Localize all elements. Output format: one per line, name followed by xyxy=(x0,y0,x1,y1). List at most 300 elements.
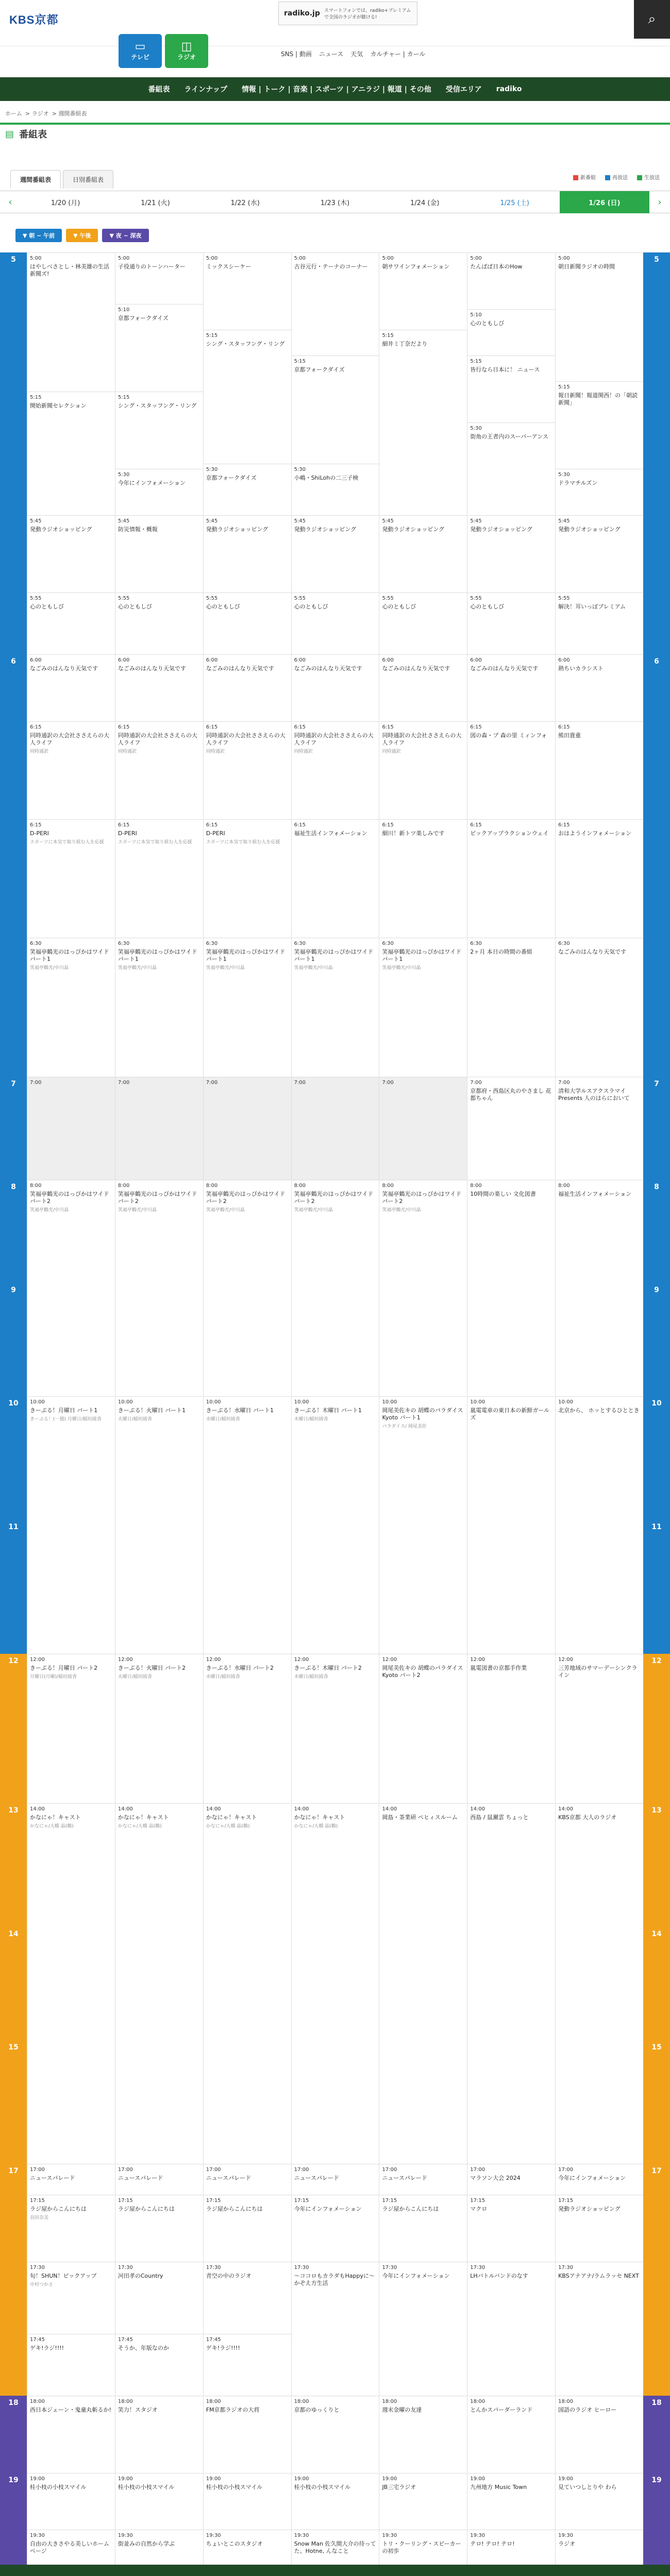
program-title: ニュースパレード xyxy=(118,2175,163,2181)
program-title: 笑福亭鶴光のはっぴかはワイド パート1 xyxy=(294,948,374,962)
program-cell[interactable] xyxy=(27,1654,115,1803)
program-cell[interactable] xyxy=(27,819,115,938)
program-title: 心のともしび xyxy=(382,603,416,610)
program-desc: 同時通訳 xyxy=(294,749,313,754)
program-cell[interactable] xyxy=(467,1654,555,1803)
date-mon[interactable]: 1/20 (月) xyxy=(51,199,80,207)
program-cell[interactable] xyxy=(204,1396,291,1654)
date-sun[interactable]: 1/26 (日) xyxy=(560,191,649,213)
program-title: 今年にインフォメーション xyxy=(382,2273,450,2279)
program-time: 5:30 xyxy=(206,467,218,472)
program-desc: 木曜日/稲垣綾香 xyxy=(294,1417,328,1422)
program-cell[interactable] xyxy=(292,2262,379,2396)
program-cell[interactable] xyxy=(27,1396,115,1654)
program-title: 九州地方 Music Town xyxy=(470,2484,527,2490)
program-cell[interactable] xyxy=(204,592,291,654)
program-cell[interactable] xyxy=(27,2164,115,2195)
day-column xyxy=(203,252,291,2576)
program-cell[interactable] xyxy=(467,2262,555,2396)
program-cell[interactable] xyxy=(467,938,555,1077)
nav-sns[interactable]: SNS | 動画 xyxy=(281,50,312,58)
program-cell[interactable] xyxy=(379,1396,467,1654)
top-bar xyxy=(0,0,670,61)
program-title: Snow Man 佐久間大介の待ってた、Hotne, んなこと xyxy=(294,2540,376,2554)
program-cell[interactable] xyxy=(379,515,467,592)
program-desc: 水曜日/稲垣綾香 xyxy=(206,1674,240,1680)
legend-new-label: 新番組 xyxy=(580,175,596,181)
program-time: 7:00 xyxy=(206,1080,218,1086)
program-cell[interactable] xyxy=(27,654,115,721)
program-cell[interactable] xyxy=(556,819,643,938)
program-time: 19:30 xyxy=(30,2533,45,2538)
program-title: 岡尾美佐キの 胡蝶のパラダイス Kyoto パート1 xyxy=(382,1407,463,1421)
program-cell[interactable] xyxy=(379,592,467,654)
program-cell[interactable] xyxy=(292,721,379,819)
program-cell[interactable] xyxy=(27,392,115,515)
program-time: 18:00 xyxy=(470,2399,485,2404)
hour-label: 17 xyxy=(643,2164,670,2396)
program-time: 19:00 xyxy=(470,2476,485,2482)
program-cell[interactable] xyxy=(27,1803,115,2164)
program-title: 同時通訳の大会社ささえらの大人ライフ xyxy=(294,732,374,746)
program-time: 5:55 xyxy=(382,596,394,601)
legend-rerun xyxy=(605,173,628,181)
date-wed[interactable]: 1/22 (水) xyxy=(230,199,260,207)
program-cell[interactable] xyxy=(204,1077,291,1180)
program-cell[interactable] xyxy=(27,2262,115,2334)
program-cell[interactable] xyxy=(556,2164,643,2195)
program-time: 12:00 xyxy=(558,1657,573,1663)
program-title: 福祉生活インフォメーション xyxy=(294,830,367,837)
program-time: 6:15 xyxy=(558,822,570,828)
program-cell[interactable] xyxy=(27,515,115,592)
program-cell[interactable] xyxy=(292,2396,379,2473)
program-cell[interactable] xyxy=(292,2195,379,2262)
program-time: 8:00 xyxy=(206,1183,218,1189)
program-title: 笑福亭鶴光のはっぴかはワイド パート1 xyxy=(30,948,109,962)
program-time: 19:00 xyxy=(558,2476,573,2482)
program-cell[interactable] xyxy=(292,1396,379,1654)
nav-reception-area[interactable]: 受信エリア xyxy=(445,86,482,94)
program-title: 岡尾美佐キの 胡蝶のパラダイス Kyoto パート2 xyxy=(382,1665,463,1679)
program-title: 街角の王者内のスーパーアンス xyxy=(470,433,548,440)
next-week-arrow-icon[interactable]: › xyxy=(658,196,662,208)
program-cell[interactable] xyxy=(379,938,467,1077)
nav-news[interactable]: ニュース xyxy=(319,50,344,58)
program-cell[interactable] xyxy=(556,2473,643,2530)
program-cell[interactable] xyxy=(556,1396,643,1654)
program-title: 皆行なら日本に！ ニュース xyxy=(470,366,540,373)
program-cell[interactable] xyxy=(556,2262,643,2396)
program-time: 17:30 xyxy=(382,2265,397,2270)
program-cell[interactable] xyxy=(115,1077,203,1180)
program-title: 自由の大きさやる美しいホームページ xyxy=(30,2540,109,2554)
program-time: 5:55 xyxy=(558,596,570,601)
program-cell[interactable] xyxy=(292,938,379,1077)
breadcrumb-home[interactable]: ホーム xyxy=(5,110,22,117)
program-cell[interactable] xyxy=(556,469,643,515)
program-cell[interactable] xyxy=(467,1077,555,1180)
date-sat[interactable]: 1/25 (土) xyxy=(500,199,529,207)
program-time: 6:15 xyxy=(294,724,306,730)
program-time: 5:55 xyxy=(30,596,42,601)
program-cell[interactable] xyxy=(292,592,379,654)
program-time: 6:00 xyxy=(558,657,570,663)
program-time: 19:00 xyxy=(382,2476,397,2482)
program-title: 清和大学ルスアクスラマイ Presents 人のはらにおいて xyxy=(558,1088,630,1101)
hour-label: 6 xyxy=(0,654,27,1077)
program-cell[interactable] xyxy=(115,819,203,938)
program-title: そうか、年版なのか xyxy=(118,2345,169,2351)
program-cell[interactable] xyxy=(115,304,203,392)
program-time: 18:00 xyxy=(558,2399,573,2404)
program-time: 12:00 xyxy=(470,1657,485,1663)
program-time: 5:30 xyxy=(558,472,570,478)
program-title: ラジ屋からこんにちは xyxy=(30,2206,87,2212)
program-cell[interactable] xyxy=(204,2195,291,2262)
program-cell[interactable] xyxy=(292,1654,379,1803)
program-cell[interactable] xyxy=(292,464,379,515)
hour-label: 8 xyxy=(643,1180,670,1283)
program-cell[interactable] xyxy=(292,654,379,721)
program-cell[interactable] xyxy=(115,1803,203,2164)
legend-live-swatch xyxy=(637,175,642,180)
program-cell[interactable] xyxy=(115,1180,203,1396)
tab-tv[interactable] xyxy=(119,34,162,68)
program-cell[interactable] xyxy=(292,819,379,938)
program-title: 心のともしび xyxy=(294,603,328,610)
program-title: 笑福亭鶴光のはっぴかはワイド パート1 xyxy=(118,948,197,962)
program-cell[interactable] xyxy=(556,1077,643,1180)
program-title: ドラマチルズン xyxy=(558,480,598,486)
program-cell[interactable] xyxy=(115,392,203,469)
site-logo[interactable]: KBS京都 xyxy=(9,13,59,26)
program-cell[interactable] xyxy=(292,1803,379,2164)
program-cell[interactable] xyxy=(115,2164,203,2195)
program-cell[interactable] xyxy=(467,819,555,938)
program-title: なごみのはんなり天気です xyxy=(118,665,186,672)
nav-program-table[interactable]: 番組表 xyxy=(148,86,170,94)
program-cell[interactable] xyxy=(467,309,555,355)
program-desc: パラダイス/ 岡尾美佐 xyxy=(382,1424,427,1429)
hour-label: 14 xyxy=(0,1927,27,2040)
program-cell[interactable] xyxy=(27,252,115,392)
program-cell[interactable] xyxy=(379,252,467,330)
program-cell[interactable] xyxy=(115,252,203,304)
program-cell[interactable] xyxy=(379,1180,467,1396)
program-title: きーぷる！木曜日 パート1 xyxy=(294,1407,362,1414)
program-time: 14:00 xyxy=(382,1806,397,1812)
program-title: ニュースパレード xyxy=(206,2175,252,2181)
program-cell[interactable] xyxy=(27,2334,115,2396)
program-desc: 同時通訳 xyxy=(30,749,49,754)
program-cell[interactable] xyxy=(467,2396,555,2473)
radio-icon: ◫ xyxy=(181,40,192,53)
program-title: 今年にインフォメーション xyxy=(118,480,186,486)
program-cell[interactable] xyxy=(379,654,467,721)
program-time: 6:15 xyxy=(118,724,130,730)
radiko-banner[interactable] xyxy=(278,2,417,25)
program-desc: きーぷる！(一週) 月曜日/稲垣綾香 xyxy=(30,1417,102,1422)
tab-radio[interactable] xyxy=(165,34,208,68)
program-cell[interactable] xyxy=(379,330,467,515)
program-cell[interactable] xyxy=(115,938,203,1077)
program-title: ちょいとこのスタジオ xyxy=(206,2540,263,2547)
tab-weekly[interactable]: 週間番組表 xyxy=(10,170,61,189)
program-title: 発動ラジオショッピング xyxy=(30,526,92,533)
program-cell[interactable] xyxy=(467,654,555,721)
program-cell[interactable] xyxy=(115,2262,203,2334)
program-cell[interactable] xyxy=(115,721,203,819)
program-title: JB三宅ラジオ xyxy=(382,2484,416,2490)
program-title: KBS京都 大人のラジオ xyxy=(558,1814,617,1821)
program-cell[interactable] xyxy=(204,1654,291,1803)
program-desc: 笑福亭鶴光/中川晶 xyxy=(30,1208,69,1213)
program-cell[interactable] xyxy=(27,938,115,1077)
program-title: おはようインフォメーション xyxy=(558,830,632,837)
program-title: ニュースパレード xyxy=(294,2175,340,2181)
program-cell[interactable] xyxy=(27,1077,115,1180)
program-cell[interactable] xyxy=(467,721,555,819)
program-time: 6:30 xyxy=(558,941,570,946)
radio-title-icon: ▤ xyxy=(5,128,14,140)
program-cell[interactable] xyxy=(115,2334,203,2396)
program-time: 17:15 xyxy=(30,2198,45,2204)
program-time: 17:00 xyxy=(206,2167,221,2173)
program-cell[interactable] xyxy=(115,2195,203,2262)
program-cell[interactable] xyxy=(379,2262,467,2396)
program-cell[interactable] xyxy=(556,515,643,592)
program-cell[interactable] xyxy=(204,1180,291,1396)
program-title: 笑福亭鶴光のはっぴかはワイド パート2 xyxy=(30,1191,109,1205)
program-cell[interactable] xyxy=(467,1180,555,1396)
nav-weather[interactable]: 天気 xyxy=(350,50,363,58)
program-cell[interactable] xyxy=(204,2396,291,2473)
program-cell[interactable] xyxy=(379,819,467,938)
program-title: 同時通訳の大会社ささえらの大人ライフ xyxy=(382,732,462,746)
program-cell[interactable] xyxy=(379,721,467,819)
program-cell[interactable] xyxy=(115,654,203,721)
program-cell[interactable] xyxy=(556,252,643,381)
program-desc: 笑福亭鶴光/中川晶 xyxy=(118,1208,157,1213)
program-cell[interactable] xyxy=(115,2473,203,2530)
program-time: 18:00 xyxy=(294,2399,309,2404)
program-cell[interactable] xyxy=(556,1180,643,1396)
program-cell[interactable] xyxy=(115,1654,203,1803)
program-cell[interactable] xyxy=(115,1396,203,1654)
program-cell[interactable] xyxy=(292,1180,379,1396)
program-cell[interactable] xyxy=(204,1803,291,2164)
hour-column-right xyxy=(643,252,670,2576)
program-title: 笑力！スタジオ xyxy=(118,2406,158,2413)
program-cell[interactable] xyxy=(204,938,291,1077)
program-cell[interactable] xyxy=(204,2334,291,2396)
program-cell[interactable] xyxy=(204,515,291,592)
date-thu[interactable]: 1/23 (木) xyxy=(320,199,350,207)
nav-genres[interactable]: 情報 | トーク | 音楽 | スポーツ | アニラジ | 報道 | その他 xyxy=(241,86,431,94)
program-cell[interactable] xyxy=(115,469,203,515)
program-cell[interactable] xyxy=(292,1077,379,1180)
program-cell[interactable] xyxy=(379,2473,467,2530)
program-title: 熊田貴重 xyxy=(558,732,581,739)
program-cell[interactable] xyxy=(115,2396,203,2473)
program-desc: 火曜日/稲垣綾香 xyxy=(118,1417,152,1422)
program-cell[interactable] xyxy=(292,515,379,592)
jump-night[interactable]: ▼ 夜 ~ 深夜 xyxy=(102,229,148,242)
program-cell[interactable] xyxy=(204,654,291,721)
program-cell[interactable] xyxy=(204,2262,291,2334)
program-title: ミックスシーケー xyxy=(206,263,252,270)
program-cell[interactable] xyxy=(27,2396,115,2473)
program-title: ピックアップラクションウェイ xyxy=(470,830,549,837)
program-cell[interactable] xyxy=(467,1803,555,2164)
program-title: 北京から、 ホッとするひととき xyxy=(558,1407,640,1414)
program-cell[interactable] xyxy=(27,2195,115,2262)
hour-label: 11 xyxy=(0,1520,27,1654)
program-cell[interactable] xyxy=(379,1654,467,1803)
program-cell[interactable] xyxy=(379,1803,467,2164)
program-title: ラジ屋からこんにちは xyxy=(118,2206,175,2212)
program-time: 5:55 xyxy=(294,596,306,601)
program-title: 京都フォークダイズ xyxy=(294,366,345,373)
program-time: 5:15 xyxy=(30,395,42,400)
program-time: 6:15 xyxy=(30,822,42,828)
program-cell[interactable] xyxy=(467,1396,555,1654)
program-title: かなにゃ！キャスト xyxy=(118,1814,169,1821)
program-cell[interactable] xyxy=(467,252,555,309)
program-cell[interactable] xyxy=(467,592,555,654)
nav-radiko[interactable]: radiko xyxy=(496,85,522,93)
program-cell[interactable] xyxy=(556,1654,643,1803)
program-time: 19:30 xyxy=(294,2533,309,2538)
program-title: 朝日新聞ラジオの時間 xyxy=(558,263,615,270)
program-cell[interactable] xyxy=(556,938,643,1077)
program-title: 古谷元行・テーナのコーナー xyxy=(294,263,368,270)
hour-label: 7 xyxy=(0,1077,27,1180)
program-cell[interactable] xyxy=(556,1803,643,2164)
program-cell[interactable] xyxy=(292,355,379,464)
program-title: 桂小枝の小枝スマイル xyxy=(294,2484,351,2490)
program-title: きーぷる！火曜日 パート1 xyxy=(118,1407,186,1414)
program-title: 桂小枝の小枝スマイル xyxy=(30,2484,87,2490)
program-time: 6:15 xyxy=(206,724,218,730)
nav-lineup[interactable]: ラインナップ xyxy=(184,86,227,94)
program-cell[interactable] xyxy=(27,721,115,819)
program-cell[interactable] xyxy=(556,2195,643,2262)
program-cell[interactable] xyxy=(379,2195,467,2262)
program-cell[interactable] xyxy=(204,2473,291,2530)
program-cell[interactable] xyxy=(292,2473,379,2530)
program-cell[interactable] xyxy=(115,592,203,654)
jump-morning[interactable]: ▼ 朝 ~ 午前 xyxy=(15,229,62,242)
program-cell[interactable] xyxy=(556,721,643,819)
program-cell[interactable] xyxy=(379,2396,467,2473)
program-cell[interactable] xyxy=(27,1180,115,1396)
program-title: なごみのはんなり天気です xyxy=(206,665,274,672)
date-tue[interactable]: 1/21 (火) xyxy=(141,199,170,207)
program-cell[interactable] xyxy=(292,252,379,355)
program-title: 心のともしび xyxy=(30,603,64,610)
program-time: 6:30 xyxy=(470,941,482,946)
program-desc: 笑福亭鶴光/中川晶 xyxy=(118,965,157,971)
prev-week-arrow-icon[interactable]: ‹ xyxy=(8,196,12,208)
program-cell[interactable] xyxy=(556,381,643,469)
program-desc: 笑福亭鶴光/中川晶 xyxy=(294,1208,333,1213)
tab-daily[interactable]: 日別番組表 xyxy=(63,170,113,189)
program-title: なごみのはんなり天気です xyxy=(30,665,98,672)
jump-afternoon[interactable]: ▼ 午後 xyxy=(66,229,98,242)
program-time: 6:30 xyxy=(382,941,394,946)
program-time: 6:15 xyxy=(470,822,482,828)
program-time: 5:15 xyxy=(118,395,130,400)
date-fri[interactable]: 1/24 (金) xyxy=(410,199,440,207)
program-cell[interactable] xyxy=(115,515,203,592)
program-cell[interactable] xyxy=(204,819,291,938)
program-time: 8:00 xyxy=(470,1183,482,1189)
program-cell[interactable] xyxy=(204,464,291,515)
program-title: たんぱぱ日本のHow xyxy=(470,263,523,270)
program-title: 10時間の楽しい 文化図書 xyxy=(470,1191,536,1197)
program-cell[interactable] xyxy=(556,2396,643,2473)
top-nav xyxy=(281,49,425,58)
program-time: 14:00 xyxy=(558,1806,573,1812)
program-desc: 月曜日(月曜)/稲垣綾香 xyxy=(30,1674,77,1680)
program-cell[interactable] xyxy=(204,252,291,330)
program-title: ゲキ!ラジ!!!! xyxy=(206,2345,240,2351)
program-title: かなにゃ！キャスト xyxy=(30,1814,81,1821)
program-desc: 同時通訳 xyxy=(382,749,401,754)
hour-label: 5 xyxy=(0,252,27,654)
search-button[interactable] xyxy=(634,0,670,39)
program-cell[interactable] xyxy=(27,2473,115,2530)
program-cell[interactable] xyxy=(379,1077,467,1180)
program-cell[interactable] xyxy=(379,2164,467,2195)
program-cell[interactable] xyxy=(467,422,555,515)
program-title: なごみのはんなり天気です xyxy=(294,665,362,672)
program-title: きーぷる！水曜日 パート2 xyxy=(206,1665,274,1671)
program-desc: 笑福亭鶴光/中川晶 xyxy=(382,1208,421,1213)
program-title: 笑福亭鶴光のはっぴかはワイド パート2 xyxy=(382,1191,462,1205)
legend-rerun-label: 再放送 xyxy=(612,175,628,181)
program-cell[interactable] xyxy=(467,2164,555,2195)
program-cell[interactable] xyxy=(292,2164,379,2195)
program-title: 発動ラジオショッピング xyxy=(558,526,621,533)
program-time: 5:15 xyxy=(558,384,570,390)
hour-label: 17 xyxy=(0,2164,27,2396)
program-time: 5:45 xyxy=(470,518,482,524)
program-cell[interactable] xyxy=(204,721,291,819)
program-title: かなにゃ！キャスト xyxy=(294,1814,345,1821)
program-cell[interactable] xyxy=(467,2195,555,2262)
program-title: 子役通りのトーンハーター xyxy=(118,263,186,270)
program-cell[interactable] xyxy=(27,592,115,654)
program-cell[interactable] xyxy=(556,654,643,721)
program-cell[interactable] xyxy=(204,330,291,464)
program-cell[interactable] xyxy=(204,2164,291,2195)
program-title: とんかスパーダーランド xyxy=(470,2406,533,2413)
program-title: かなにゃ！キャスト xyxy=(206,1814,257,1821)
program-desc: かなにゃ/大橋 晶(鶴) xyxy=(118,1824,162,1829)
program-cell[interactable] xyxy=(467,2473,555,2530)
nav-culture[interactable]: カルチャー | カール xyxy=(370,50,426,58)
program-title: ラジオ xyxy=(558,2540,576,2547)
program-cell[interactable] xyxy=(556,592,643,654)
breadcrumb-radio[interactable]: ラジオ xyxy=(31,110,49,117)
program-cell[interactable] xyxy=(467,355,555,422)
program-cell[interactable] xyxy=(467,515,555,592)
program-title: マクロ xyxy=(470,2206,488,2212)
program-title: 西島 / 鼠瀬雲 ちょっと xyxy=(470,1814,529,1821)
